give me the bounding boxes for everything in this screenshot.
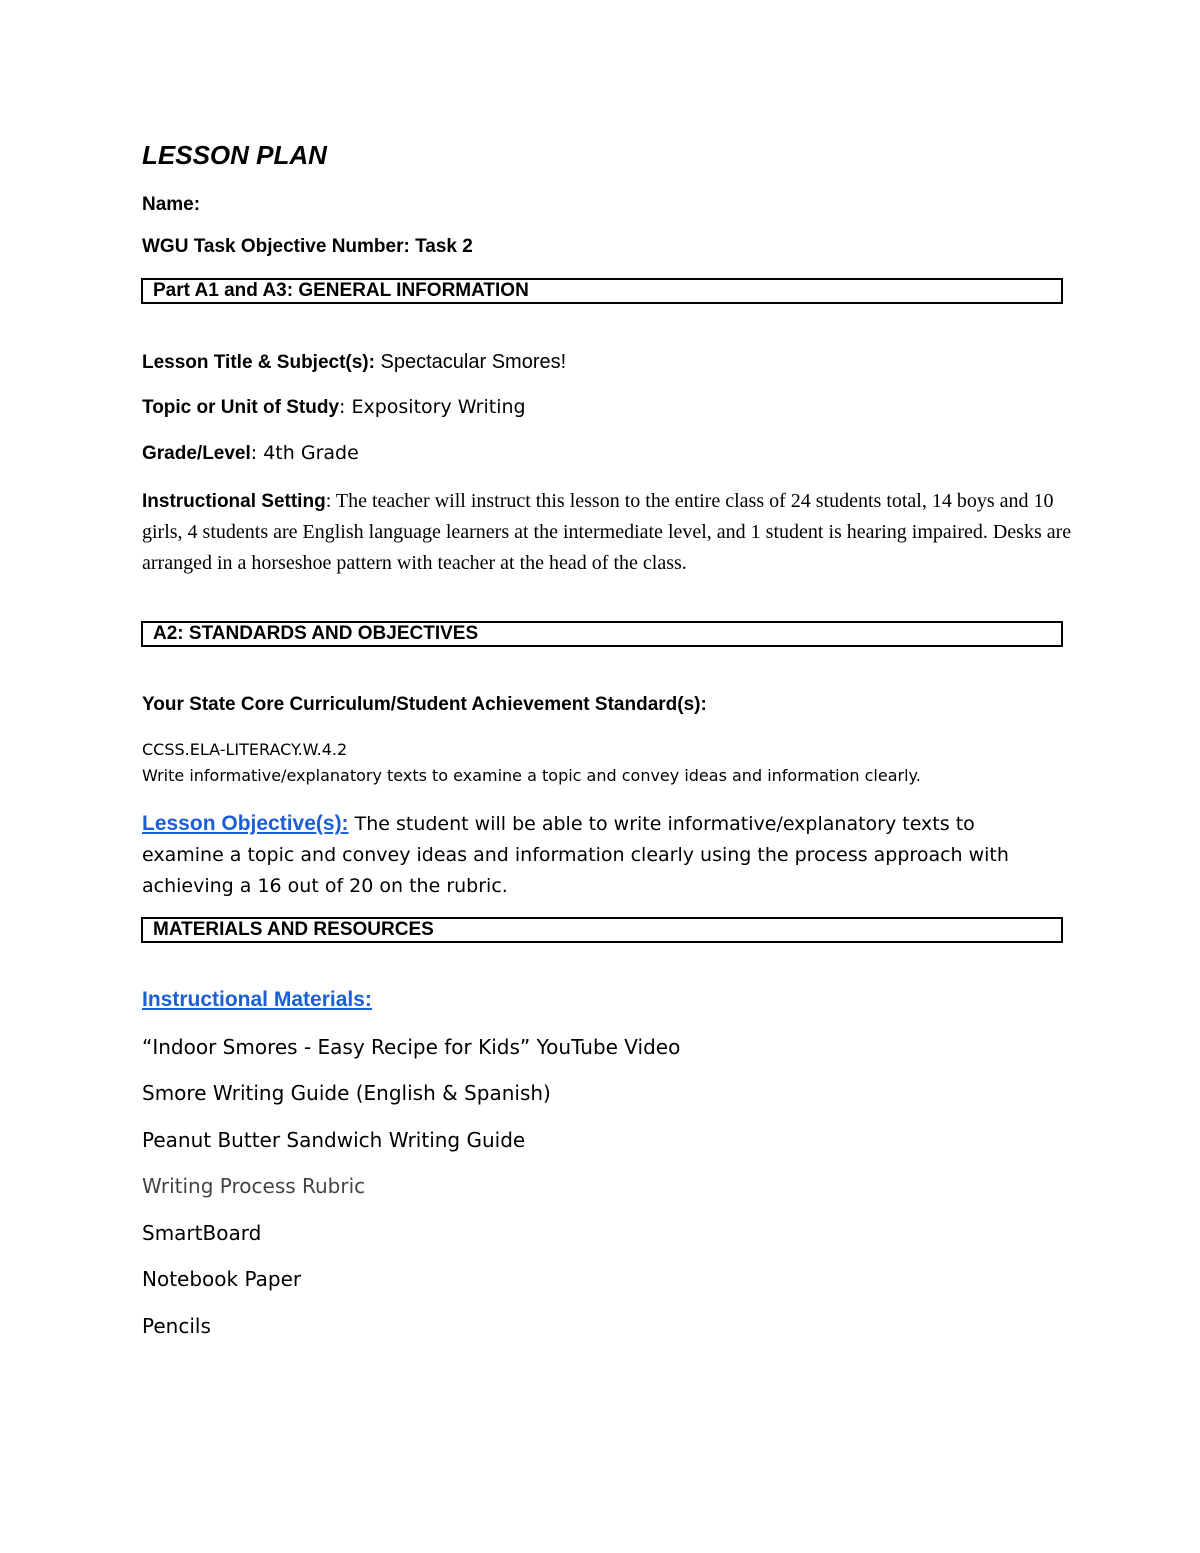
material-item: Writing Process Rubric xyxy=(142,1174,366,1198)
standard-code: CCSS.ELA-LITERACY.W.4.2 xyxy=(142,740,348,759)
standard-text: Write informative/explanatory texts to examine a topic and convey ideas and information clearly. xyxy=(142,766,921,785)
section-header-standards-label: A2: STANDARDS AND OBJECTIVES xyxy=(153,623,479,644)
task-objective-line: WGU Task Objective Number: Task 2 xyxy=(142,236,473,257)
lesson-title-row xyxy=(142,351,566,374)
material-item: Peanut Butter Sandwich Writing Guide xyxy=(142,1128,526,1152)
lesson-title-value: Spectacular Smores! xyxy=(374,351,567,373)
lesson-objective-text: The student will be able to write informative/explanatory texts to examine a topic and convey ideas and information clearly using the process approach with achieving a 16 out of 20 on the rubric. xyxy=(142,813,1009,897)
material-item: “Indoor Smores - Easy Recipe for Kids” YouTube Video xyxy=(142,1035,681,1059)
section-header-materials xyxy=(141,917,1063,943)
lesson-objective-label: Lesson Objective(s): xyxy=(142,812,349,835)
material-item: Pencils xyxy=(142,1314,211,1338)
instructional-materials-label: Instructional Materials: xyxy=(142,988,372,1011)
section-header-general xyxy=(141,278,1063,304)
setting-value: : The teacher will instruct this lesson to the entire class of 24 students total, 14 boys and 10 girls, 4 students are English language learners at the intermediate level, and 1 student is hearing impaired. Desks are arranged in a horseshoe pattern with teacher at the head of the class. xyxy=(142,490,1072,574)
grade-row xyxy=(142,442,359,465)
lesson-objective-paragraph xyxy=(142,808,1042,902)
topic-row xyxy=(142,396,526,419)
topic-value: : Expository Writing xyxy=(339,396,526,418)
section-header-materials-label: MATERIALS AND RESOURCES xyxy=(153,919,434,940)
material-item: Notebook Paper xyxy=(142,1267,302,1291)
section-header-general-label: Part A1 and A3: GENERAL INFORMATION xyxy=(153,280,529,301)
setting-label: Instructional Setting xyxy=(142,491,326,512)
page-title: LESSON PLAN xyxy=(142,140,327,170)
name-label: Name: xyxy=(142,194,201,215)
grade-value: : 4th Grade xyxy=(250,442,359,464)
material-item: SmartBoard xyxy=(142,1221,262,1245)
instructional-setting-paragraph xyxy=(142,486,1072,579)
lesson-title-label: Lesson Title & Subject(s): xyxy=(142,352,375,373)
material-item: Smore Writing Guide (English & Spanish) xyxy=(142,1081,551,1105)
topic-label: Topic or Unit of Study xyxy=(142,397,340,418)
standards-label: Your State Core Curriculum/Student Achievement Standard(s): xyxy=(142,694,707,715)
section-header-standards xyxy=(141,621,1063,647)
grade-label: Grade/Level xyxy=(142,443,251,464)
